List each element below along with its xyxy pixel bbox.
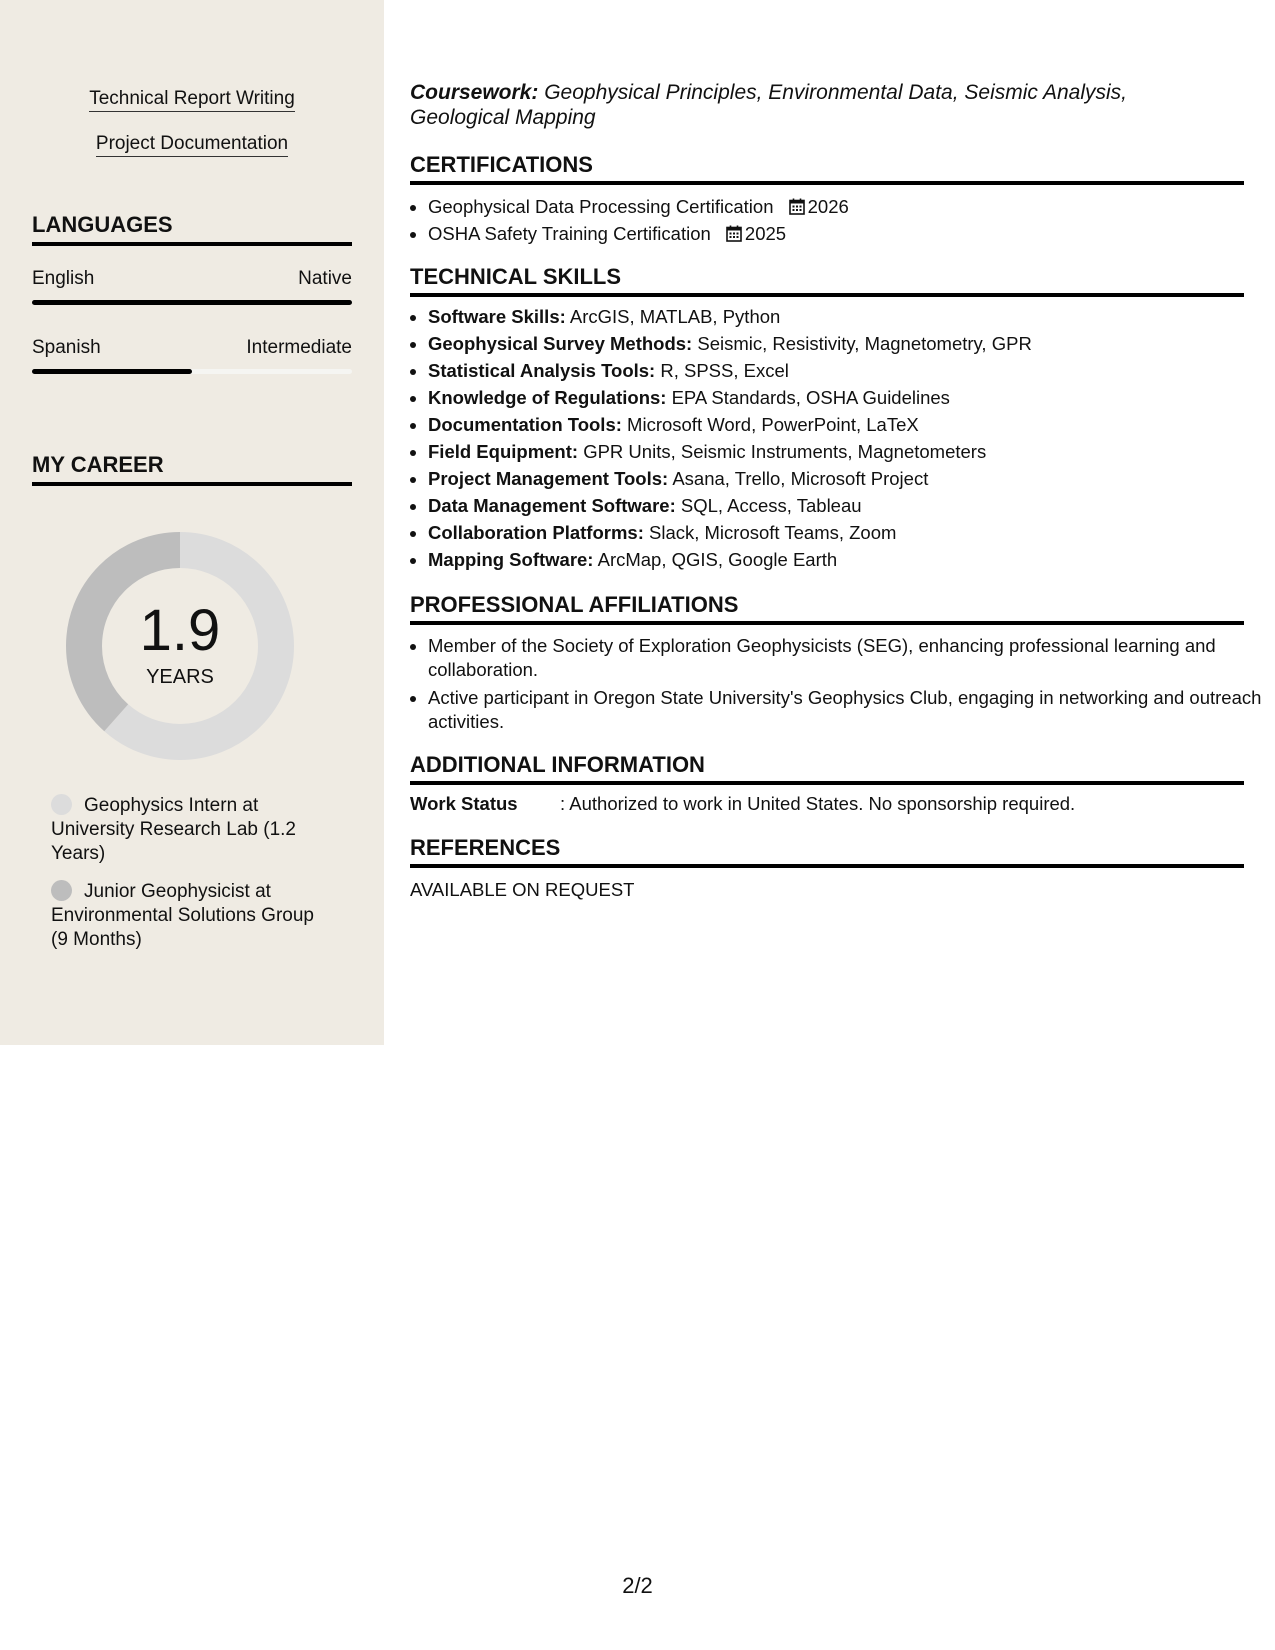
list-item: • Software Skills: ArcGIS, MATLAB, Python bbox=[428, 303, 1262, 330]
list-item: • Field Equipment: GPR Units, Seismic Instruments, Magnetometers bbox=[428, 438, 1262, 465]
language-level: Native bbox=[298, 268, 352, 289]
language-bar-fill bbox=[32, 369, 192, 374]
career-item: Junior Geophysicist at Environmental Solutions Group (9 Months) bbox=[51, 881, 314, 950]
career-legend-dot bbox=[51, 794, 72, 815]
work-status-value: : Authorized to work in United States. No sponsorship required. bbox=[560, 793, 1076, 814]
language-bar bbox=[32, 369, 352, 374]
affiliations-list bbox=[410, 634, 1262, 738]
technical-skills-list bbox=[410, 303, 1262, 573]
language-row bbox=[32, 337, 352, 359]
references-text: AVAILABLE ON REQUEST bbox=[410, 879, 635, 900]
additional-info-heading: ADDITIONAL INFORMATION bbox=[410, 752, 1244, 785]
certification-year: 2026 bbox=[807, 196, 849, 217]
skill-tag: Project Documentation bbox=[0, 133, 384, 155]
affiliations-heading: PROFESSIONAL AFFILIATIONS bbox=[410, 592, 1244, 625]
sidebar bbox=[0, 0, 384, 1045]
calendar-icon bbox=[726, 225, 742, 242]
list-item: • Member of the Society of Exploration Geophysicists (SEG), enhancing professional learning and collaboration. bbox=[428, 634, 1262, 682]
career-legend-dot bbox=[51, 880, 72, 901]
certifications-heading: CERTIFICATIONS bbox=[410, 152, 1244, 185]
career-item: Geophysics Intern at University Research Lab (1.2 Years) bbox=[51, 795, 296, 864]
list-item: • Mapping Software: ArcMap, QGIS, Google Earth bbox=[428, 546, 1262, 573]
page-number: 2/2 bbox=[622, 1573, 653, 1598]
work-status-label: Work Status bbox=[410, 793, 518, 814]
list-item: • Data Management Software: SQL, Access, Tableau bbox=[428, 492, 1262, 519]
career-total-years: 1.9 bbox=[139, 598, 221, 663]
coursework-text: Geophysical Principles, Environmental Data, Seismic Analysis, Geological Mapping bbox=[410, 81, 1127, 129]
language-bar bbox=[32, 300, 352, 305]
certifications-list bbox=[410, 193, 1262, 247]
list-item: • Collaboration Platforms: Slack, Microsoft Teams, Zoom bbox=[428, 519, 1262, 546]
language-name: English bbox=[32, 268, 95, 289]
skill-tag: Technical Report Writing bbox=[0, 88, 384, 110]
work-status bbox=[410, 793, 1075, 815]
calendar-icon bbox=[789, 198, 805, 215]
list-item: • OSHA Safety Training Certification 2025 bbox=[428, 220, 1262, 247]
list-item: • Knowledge of Regulations: EPA Standards, OSHA Guidelines bbox=[428, 384, 1262, 411]
career-unit: YEARS bbox=[146, 666, 214, 688]
coursework-label: Coursework: bbox=[410, 81, 539, 104]
list-item: • Geophysical Survey Methods: Seismic, Resistivity, Magnetometry, GPR bbox=[428, 330, 1262, 357]
list-item: • Active participant in Oregon State University's Geophysics Club, engaging in networking and outreach activities. bbox=[428, 686, 1262, 734]
list-item: • Project Management Tools: Asana, Trello, Microsoft Project bbox=[428, 465, 1262, 492]
language-name: Spanish bbox=[32, 337, 101, 358]
language-level: Intermediate bbox=[246, 337, 352, 358]
technical-skills-heading: TECHNICAL SKILLS bbox=[410, 264, 1244, 297]
language-bar-fill bbox=[32, 300, 352, 305]
career-heading: MY CAREER bbox=[32, 452, 352, 486]
coursework bbox=[410, 80, 1210, 130]
list-item: • Statistical Analysis Tools: R, SPSS, Excel bbox=[428, 357, 1262, 384]
certification-year: 2025 bbox=[744, 223, 787, 244]
list-item: • Documentation Tools: Microsoft Word, PowerPoint, LaTeX bbox=[428, 411, 1262, 438]
language-row bbox=[32, 268, 352, 290]
languages-heading: LANGUAGES bbox=[32, 212, 352, 246]
list-item: • Geophysical Data Processing Certification 2026 bbox=[428, 193, 1262, 220]
references-heading: REFERENCES bbox=[410, 835, 1244, 868]
